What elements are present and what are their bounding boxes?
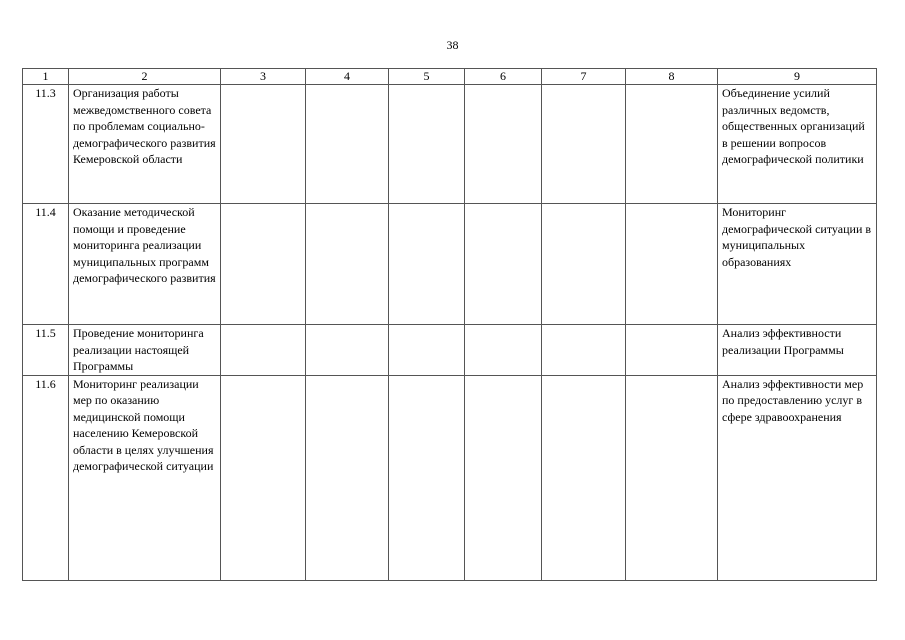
table-row [23,325,877,376]
action-cell: Проведение мониторинга реализации настоящей Программы [69,325,221,376]
header-cell: 5 [389,69,465,85]
empty-cell [389,204,465,325]
empty-cell [465,204,542,325]
result-cell: Анализ эффективности мер по предоставлению услуг в сфере здравоохранения [718,375,877,580]
empty-cell [389,325,465,376]
header-cell: 8 [626,69,718,85]
result-cell: Объединение усилий различных ведомств, общественных организаций в решении вопросов демографической политики [718,85,877,204]
row-number: 11.3 [23,85,69,204]
empty-cell [626,325,718,376]
table-row [23,85,877,204]
empty-cell [542,325,626,376]
empty-cell [306,85,389,204]
header-cell: 3 [221,69,306,85]
program-table [22,68,877,581]
action-cell: Мониторинг реализации мер по оказанию медицинской помощи населению Кемеровской области в целях улучшения демографической ситуации [69,375,221,580]
header-cell: 6 [465,69,542,85]
empty-cell [465,325,542,376]
empty-cell [221,85,306,204]
empty-cell [465,375,542,580]
row-number: 11.5 [23,325,69,376]
header-cell: 1 [23,69,69,85]
result-cell: Мониторинг демографической ситуации в муниципальных образованиях [718,204,877,325]
row-number: 11.6 [23,375,69,580]
header-cell: 7 [542,69,626,85]
table-row [23,204,877,325]
empty-cell [626,204,718,325]
header-cell: 4 [306,69,389,85]
header-cell: 2 [69,69,221,85]
empty-cell [542,85,626,204]
result-cell: Анализ эффективности реализации Программы [718,325,877,376]
table-row [23,375,877,580]
empty-cell [465,85,542,204]
empty-cell [221,375,306,580]
empty-cell [221,204,306,325]
empty-cell [389,375,465,580]
empty-cell [626,85,718,204]
page-number: 38 [446,38,459,52]
header-row [23,69,877,85]
empty-cell [542,204,626,325]
empty-cell [306,325,389,376]
empty-cell [306,375,389,580]
header-cell: 9 [718,69,877,85]
empty-cell [306,204,389,325]
empty-cell [221,325,306,376]
empty-cell [626,375,718,580]
empty-cell [542,375,626,580]
empty-cell [389,85,465,204]
row-number: 11.4 [23,204,69,325]
action-cell: Организация работы межведомственного совета по проблемам социально-демографического развития Кемеровской области [69,85,221,204]
action-cell: Оказание методической помощи и проведение мониторинга реализации муниципальных программ демографического развития [69,204,221,325]
